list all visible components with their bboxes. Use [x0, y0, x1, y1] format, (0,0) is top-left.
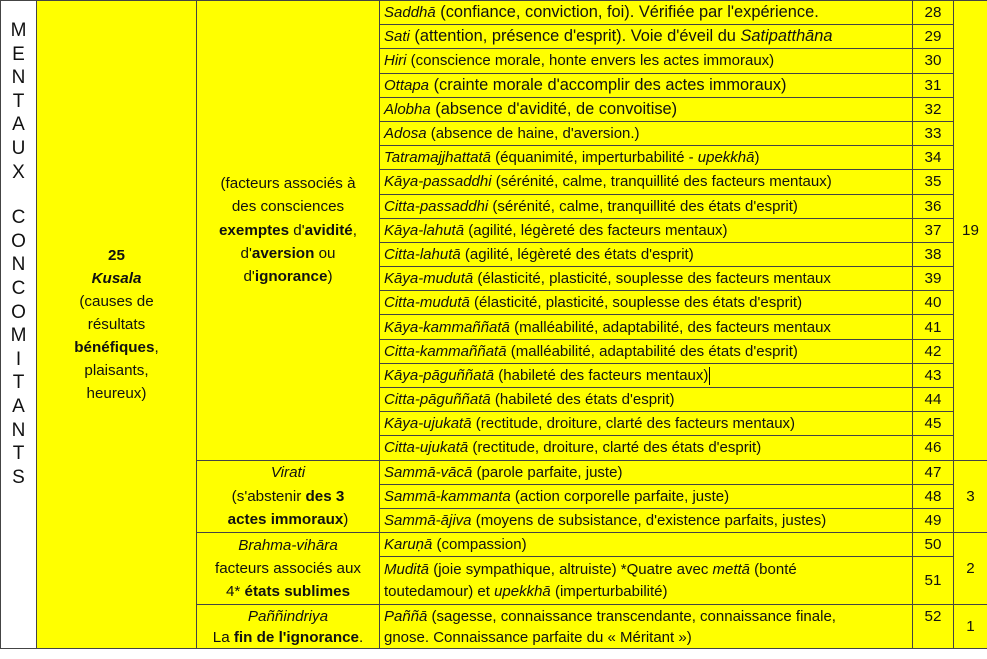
group-total: 3 [954, 460, 987, 533]
factor-number: 35 [913, 170, 954, 194]
factor-desc: toutedamour) et [384, 582, 495, 600]
factor-term: Kāya-lahutā [384, 221, 465, 239]
group-line: des consciences [231, 198, 345, 216]
factor-desc: (crainte morale d'accomplir des actes immoraux) [429, 75, 787, 94]
factor-desc: (habileté des facteurs mentaux) [494, 366, 709, 384]
vertical-letter: N [11, 67, 26, 89]
factor-cell [380, 25, 913, 49]
factor-term: Alobha [384, 100, 431, 118]
factor-term: Muditā [384, 560, 430, 578]
factor-number: 36 [913, 194, 954, 218]
group-text: ) [327, 268, 333, 286]
group-line: facteurs associés aux [214, 560, 362, 578]
group-text: ) [343, 511, 349, 529]
factor-cell [380, 1, 913, 25]
factor-desc: (rectitude, droiture, clarté des facteurs mentaux) [471, 415, 796, 433]
group-title: Virati [270, 464, 306, 482]
factor-cell[interactable] [380, 363, 913, 387]
factor-desc: (sérénité, calme, tranquillité des états d'esprit) [488, 197, 798, 215]
factor-term: Paññā [384, 607, 428, 625]
kusala-cell [37, 1, 197, 649]
vertical-letter: C [11, 277, 26, 299]
vertical-letter: M [10, 325, 27, 347]
factor-number: 41 [913, 315, 954, 339]
kusala-line: plaisants, [84, 362, 149, 380]
factor-number: 40 [913, 291, 954, 315]
group-brahma-vihara-cell [197, 533, 380, 605]
group-title: Paññindriya [247, 607, 329, 625]
factor-term: Ottapa [384, 76, 430, 94]
group-bold: états sublimes [244, 583, 351, 601]
factor-term: Citta-passaddhi [384, 197, 489, 215]
factor-term: Sammā-vācā [384, 463, 473, 481]
group-bold: fin de l'ignorance [233, 628, 360, 646]
vertical-letter: N [11, 419, 26, 441]
group-text: . [359, 628, 364, 646]
factor-number: 46 [913, 436, 954, 460]
factor-cell [380, 315, 913, 339]
factor-cell [380, 291, 913, 315]
group-bold: aversion [251, 244, 315, 262]
group-text: ou [314, 244, 336, 262]
factor-term: Citta-ujukatā [384, 439, 469, 457]
kusala-title: Kusala [91, 270, 142, 288]
group-total: 1 [954, 605, 987, 649]
factor-cell [380, 267, 913, 291]
factor-cell [380, 146, 913, 170]
factor-term: Kāya-pāguññatā [384, 366, 495, 384]
vertical-letter: N [11, 254, 26, 276]
vertical-letter: O [11, 230, 26, 252]
factor-number: 47 [913, 460, 954, 484]
factor-desc: (conscience morale, honte envers les actes immoraux) [406, 52, 775, 70]
factor-desc: (imperturbabilité) [550, 582, 668, 600]
factor-number: 33 [913, 121, 954, 145]
kusala-comma: , [154, 339, 159, 357]
vertical-letter: A [12, 114, 25, 136]
factor-desc: (bonté [750, 560, 797, 578]
factor-cell [380, 339, 913, 363]
group-bold: avidité [304, 221, 353, 239]
factor-desc: gnose. Connaissance parfaite du « Méritant ») [384, 628, 692, 646]
factor-desc: (habileté des états d'esprit) [490, 391, 675, 409]
table-row [1, 1, 987, 25]
factor-cell [380, 242, 913, 266]
factor-desc: (joie sympathique, altruiste) *Quatre avec [429, 560, 713, 578]
factor-term-secondary: Satipatthāna [740, 27, 833, 46]
factor-term-secondary: mettā [712, 560, 751, 578]
factor-number: 43 [913, 363, 954, 387]
factor-term: Citta-mudutā [384, 294, 470, 312]
factor-number: 28 [913, 1, 954, 25]
factor-number: 48 [913, 484, 954, 508]
group-line: (s'abstenir [231, 487, 306, 505]
factor-desc: (parole parfaite, juste) [472, 463, 623, 481]
factor-cell [380, 533, 913, 557]
factor-cell [380, 557, 913, 605]
factor-term: Sammā-kammanta [384, 487, 511, 505]
factor-number: 32 [913, 97, 954, 121]
factor-desc: (attention, présence d'esprit). Voie d'éveil du [409, 27, 741, 46]
factor-desc: (malléabilité, adaptabilité, des facteurs mentaux [509, 318, 831, 336]
group-associated-cell [197, 1, 380, 461]
factor-cell [380, 170, 913, 194]
factor-term: Citta-kammaññatā [384, 342, 507, 360]
kusala-line: (causes de [79, 293, 154, 311]
factor-term: Tatramajjhattatā [384, 149, 492, 167]
factor-number: 31 [913, 73, 954, 97]
factor-cell [380, 508, 913, 532]
factor-number: 42 [913, 339, 954, 363]
factor-term-secondary: upekkhā [697, 149, 755, 167]
factor-term: Sati [384, 28, 410, 46]
kusala-bold: bénéfiques [74, 339, 155, 357]
vertical-label-mentaux-concomitants [1, 1, 37, 649]
vertical-letter: A [12, 395, 25, 417]
factor-desc: (confiance, conviction, foi). Vérifiée par l'expérience. [435, 3, 819, 22]
factor-term-secondary: upekkhā [494, 582, 551, 600]
factor-desc: (équanimité, imperturbabilité - [491, 149, 698, 167]
factor-desc: (agilité, légèreté des facteurs mentaux) [464, 221, 728, 239]
vertical-letter: M [10, 20, 27, 41]
factor-desc: (absence de haine, d'aversion.) [426, 125, 640, 143]
factor-number: 37 [913, 218, 954, 242]
factor-number: 34 [913, 146, 954, 170]
group-panna-cell [197, 605, 380, 649]
factor-desc: (élasticité, plasticité, souplesse des états d'esprit) [469, 294, 803, 312]
factor-cell [380, 73, 913, 97]
vertical-gap [5, 184, 32, 206]
factor-desc: (compassion) [432, 536, 527, 554]
factor-cell [380, 460, 913, 484]
vertical-letter: T [12, 90, 25, 112]
factor-cell [380, 49, 913, 73]
group-bold: des 3 [305, 487, 345, 505]
factor-number: 52 [913, 605, 954, 649]
factor-desc: (moyens de subsistance, d'existence parfaits, justes) [471, 512, 827, 530]
group-bold: actes immoraux [227, 511, 344, 529]
factor-number: 39 [913, 267, 954, 291]
factor-term: Kāya-kammaññatā [384, 318, 510, 336]
kusala-line: heureux) [86, 385, 147, 403]
group-virati-cell [197, 460, 380, 533]
factor-cell [380, 218, 913, 242]
group-text: 4* [225, 583, 245, 601]
factor-term: Sammā-ājiva [384, 512, 472, 530]
factor-number: 30 [913, 49, 954, 73]
group-bold: ignorance [254, 268, 328, 286]
factor-term: Kāya-passaddhi [384, 173, 492, 191]
vertical-letter: U [11, 137, 26, 159]
factor-term: Kāya-mudutā [384, 270, 474, 288]
factor-desc: (rectitude, droiture, clarté des états d'esprit) [468, 439, 762, 457]
text-cursor [709, 367, 710, 385]
factor-term: Hiri [384, 52, 407, 70]
factor-desc: (élasticité, plasticité, souplesse des facteurs mentaux [473, 270, 831, 288]
factor-number: 49 [913, 508, 954, 532]
factor-cell [380, 412, 913, 436]
factor-desc: (absence d'avidité, de convoitise) [430, 99, 678, 118]
factor-number: 45 [913, 412, 954, 436]
factor-term: Citta-pāguññatā [384, 391, 491, 409]
factor-desc: (action corporelle parfaite, juste) [510, 487, 730, 505]
factor-cell [380, 121, 913, 145]
factor-cell [380, 605, 913, 649]
factor-desc: ) [754, 149, 760, 167]
factor-desc: (malléabilité, adaptabilité des états d'esprit) [506, 342, 798, 360]
factor-cell [380, 194, 913, 218]
factor-number: 29 [913, 25, 954, 49]
group-line: (facteurs associés à [220, 174, 356, 192]
factor-term: Karuṇā [384, 536, 433, 554]
group-title: Brahma-vihāra [238, 536, 338, 554]
factor-term: Saddhā [384, 4, 436, 22]
factor-number: 50 [913, 533, 954, 557]
factor-cell [380, 97, 913, 121]
vertical-letter: S [12, 466, 25, 488]
factor-desc: (agilité, légèreté des états d'esprit) [460, 245, 694, 263]
factor-number: 38 [913, 242, 954, 266]
kusala-line: résultats [87, 316, 146, 334]
vertical-letter: T [12, 443, 25, 465]
vertical-letter: X [12, 161, 25, 183]
vertical-letter: T [12, 372, 25, 394]
group-text: La [212, 628, 234, 646]
factor-cell [380, 436, 913, 460]
factor-cell [380, 484, 913, 508]
group-text: d' [240, 244, 252, 262]
group-total: 2 [954, 533, 987, 605]
vertical-letter: O [11, 301, 26, 323]
kusala-count: 25 [108, 247, 125, 265]
group-text: , [352, 221, 357, 239]
factor-term: Citta-lahutā [384, 245, 461, 263]
vertical-letter: E [12, 43, 25, 65]
group-text: d' [243, 268, 255, 286]
group-bold: exemptes [218, 221, 290, 239]
factor-desc: (sagesse, connaissance transcendante, connaissance finale, [427, 607, 836, 625]
factor-cell [380, 388, 913, 412]
factor-number: 51 [913, 557, 954, 605]
group-text: d' [289, 221, 305, 239]
factor-term: Adosa [384, 125, 427, 143]
vertical-letter: C [11, 207, 26, 229]
factor-number: 44 [913, 388, 954, 412]
factor-term: Kāya-ujukatā [384, 415, 472, 433]
group-total: 19 [954, 1, 987, 461]
factor-desc: (sérénité, calme, tranquillité des facteurs mentaux) [491, 173, 832, 191]
vertical-letter: I [15, 348, 22, 370]
